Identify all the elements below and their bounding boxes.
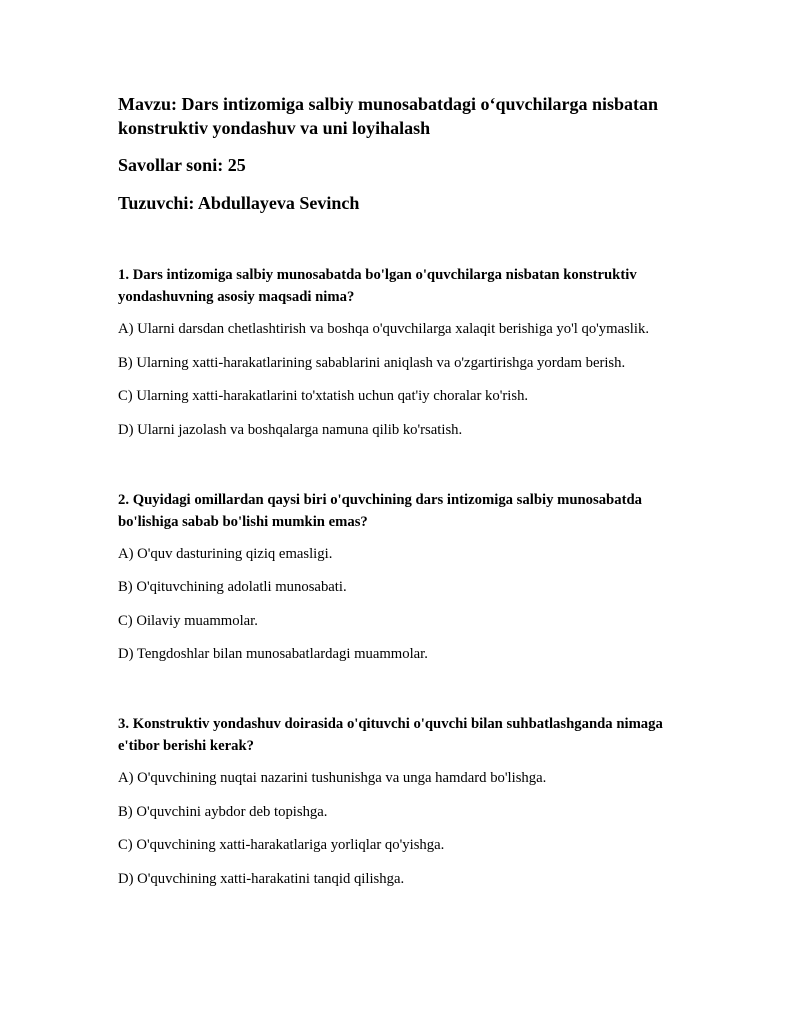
option-b: B) O'quvchini aybdor deb topishga. [118,803,328,820]
option-d: D) O'quvchining xatti-harakatini tanqid qilishga. [118,870,405,887]
document-topic: Mavzu: Dars intizomiga salbiy munosabatdagi o‘quvchilarga nisbatan konstruktiv yondashuv va uni loyihalash [118,94,659,138]
answer-options [118,318,688,441]
answer-options [118,767,688,890]
option-b: B) Ularning xatti-harakatlarining sabablarini aniqlash va o'zgartirishga yordam berish. [118,354,626,371]
question-text: 3. Konstruktiv yondashuv doirasida o'qituvchi o'quvchi bilan suhbatlashganda nimaga e'tibor berishi kerak? [118,716,663,754]
option-c: C) Ularning xatti-harakatlarini to'xtatish uchun qat'iy choralar ko'rish. [118,388,529,404]
question-3 [118,713,688,890]
answer-options [118,543,688,666]
option-a: A) O'quvchining nuqtai nazarini tushunishga va unga hamdard bo'lishga. [118,770,547,786]
question-count: Savollar soni: 25 [118,155,246,175]
question-2 [118,489,688,666]
document-page [118,92,688,890]
option-c: C) Oilaviy muammolar. [118,612,258,629]
question-text: 2. Quyidagi omillardan qaysi biri o'quvchining dars intizomiga salbiy munosabatda bo'lishiga sabab bo'lishi mumkin emas? [118,491,642,530]
option-d: D) Tengdoshlar bilan munosabatlardagi muammolar. [118,646,428,662]
option-a: A) Ularni darsdan chetlashtirish va boshqa o'quvchilarga xalaqit berishiga yo'l qo'ymaslik. [118,321,649,337]
question-text: 1. Dars intizomiga salbiy munosabatda bo'lgan o'quvchilarga nisbatan konstruktiv yondashuvning asosiy maqsadi nima? [118,267,637,305]
option-d: D) Ularni jazolash va boshqalarga namuna qilib ko'rsatish. [118,421,463,438]
question-1 [118,264,688,441]
option-a: A) O'quv dasturining qiziq emasligi. [118,545,333,562]
option-c: C) O'quvchining xatti-harakatlariga yorliqlar qo'yishga. [118,837,445,853]
option-b: B) O'qituvchining adolatli munosabati. [118,579,347,595]
document-author: Tuzuvchi: Abdullayeva Sevinch [118,193,360,213]
